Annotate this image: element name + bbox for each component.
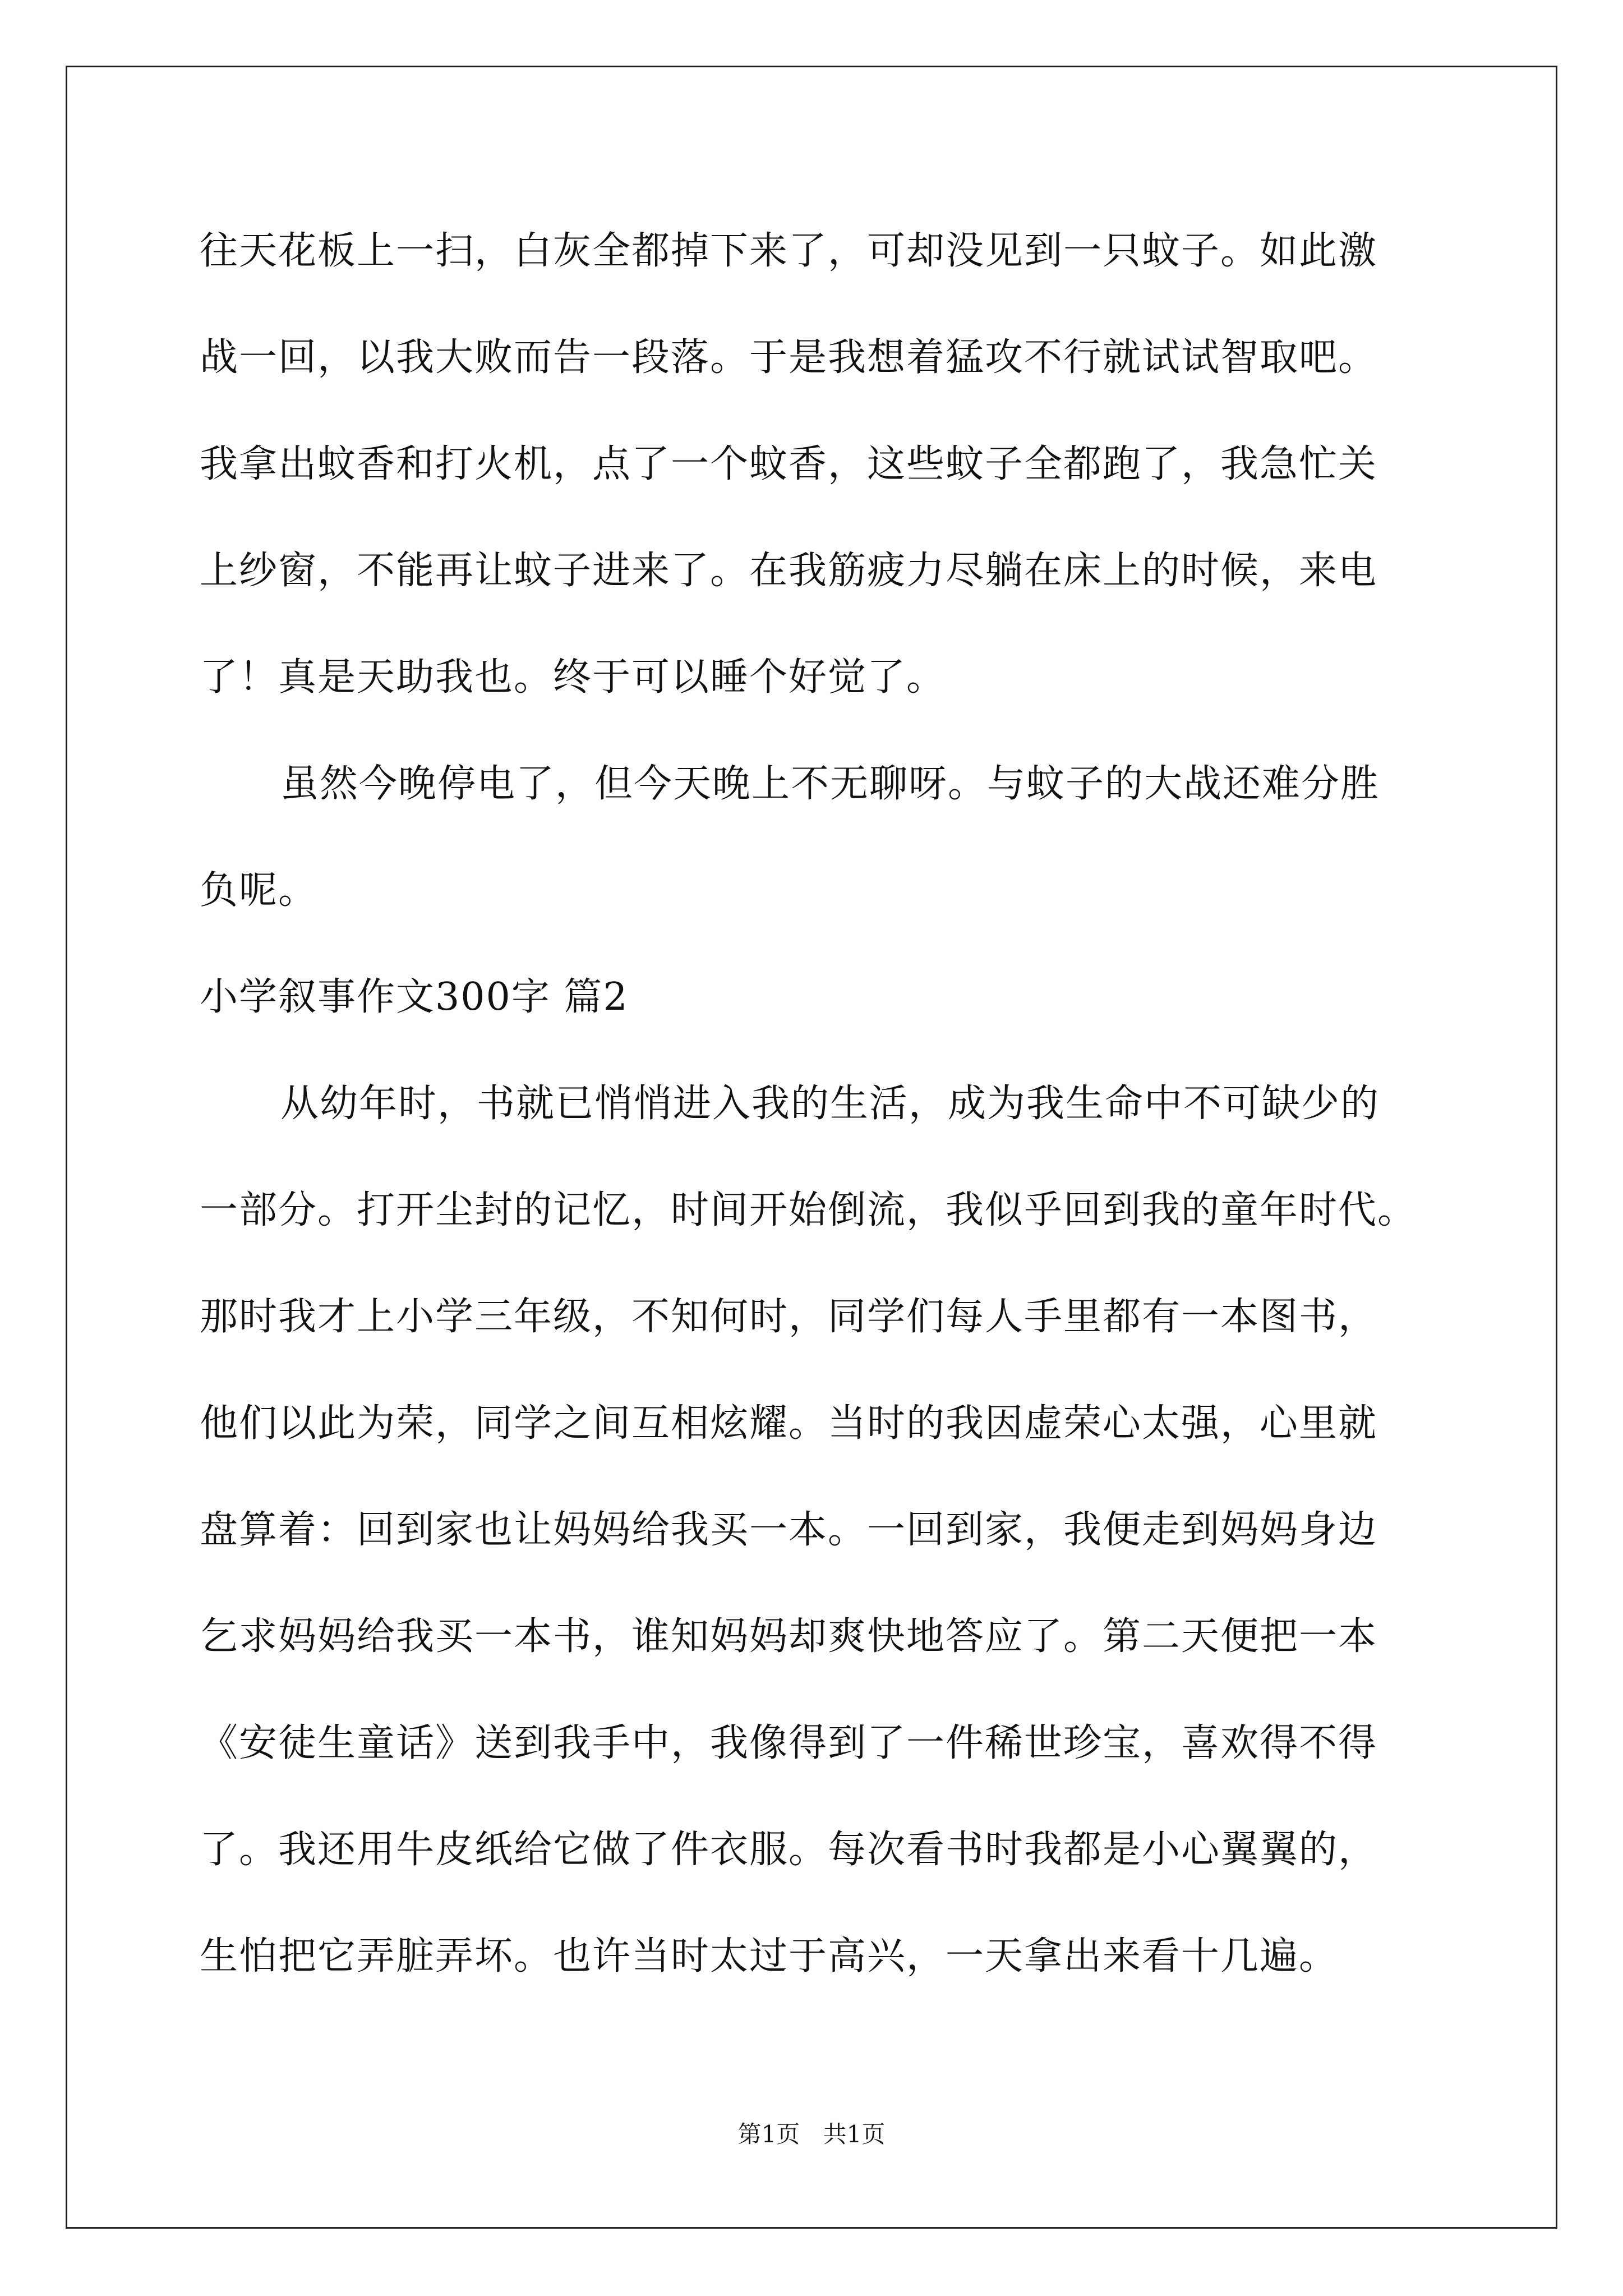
body-line: 了！真是天助我也。终于可以睡个好觉了。 <box>200 655 946 700</box>
body-line: 了。我还用牛皮纸给它做了件衣服。每次看书时我都是小心翼翼的， <box>200 1828 1378 1872</box>
body-line: 《安徒生童话》送到我手中，我像得到了一件稀世珍宝，喜欢得不得 <box>200 1721 1378 1765</box>
body-line: 他们以此为荣，同学之间互相炫耀。当时的我因虚荣心太强，心里就 <box>200 1401 1378 1446</box>
body-line: 往天花板上一扫，白灰全都掉下来了，可却没见到一只蚊子。如此激 <box>200 229 1378 273</box>
body-line: 上纱窗，不能再让蚊子进来了。在我筋疲力尽躺在床上的时候，来电 <box>200 549 1378 593</box>
body-line: 我拿出蚊香和打火机，点了一个蚊香，这些蚊子全都跑了，我急忙关 <box>200 442 1378 486</box>
section-heading: 小学叙事作文300字 篇2 <box>200 975 629 1019</box>
page-number: 第1页 <box>737 2120 800 2148</box>
body-line: 虽然今晚停电了，但今天晚上不无聊呀。与蚊子的大战还难分胜 <box>280 762 1380 806</box>
page-border <box>66 66 1557 2229</box>
body-line: 从幼年时，书就已悄悄进入我的生活，成为我生命中不可缺少的 <box>280 1082 1380 1126</box>
body-line: 一部分。打开尘封的记忆，时间开始倒流，我似乎回到我的童年时代。 <box>200 1188 1417 1232</box>
body-line: 那时我才上小学三年级，不知何时，同学们每人手里都有一本图书， <box>200 1295 1378 1339</box>
page-total: 共1页 <box>823 2120 886 2148</box>
body-line: 盘算着：回到家也让妈妈给我买一本。一回到家，我便走到妈妈身边 <box>200 1508 1378 1552</box>
body-line: 战一回，以我大败而告一段落。于是我想着猛攻不行就试试智取吧。 <box>200 335 1378 380</box>
page-footer <box>0 2120 1623 2148</box>
body-line: 负呢。 <box>200 868 318 913</box>
body-line: 生怕把它弄脏弄坏。也许当时太过于高兴，一天拿出来看十几遍。 <box>200 1934 1339 1978</box>
body-line: 乞求妈妈给我买一本书，谁知妈妈却爽快地答应了。第二天便把一本 <box>200 1614 1378 1659</box>
